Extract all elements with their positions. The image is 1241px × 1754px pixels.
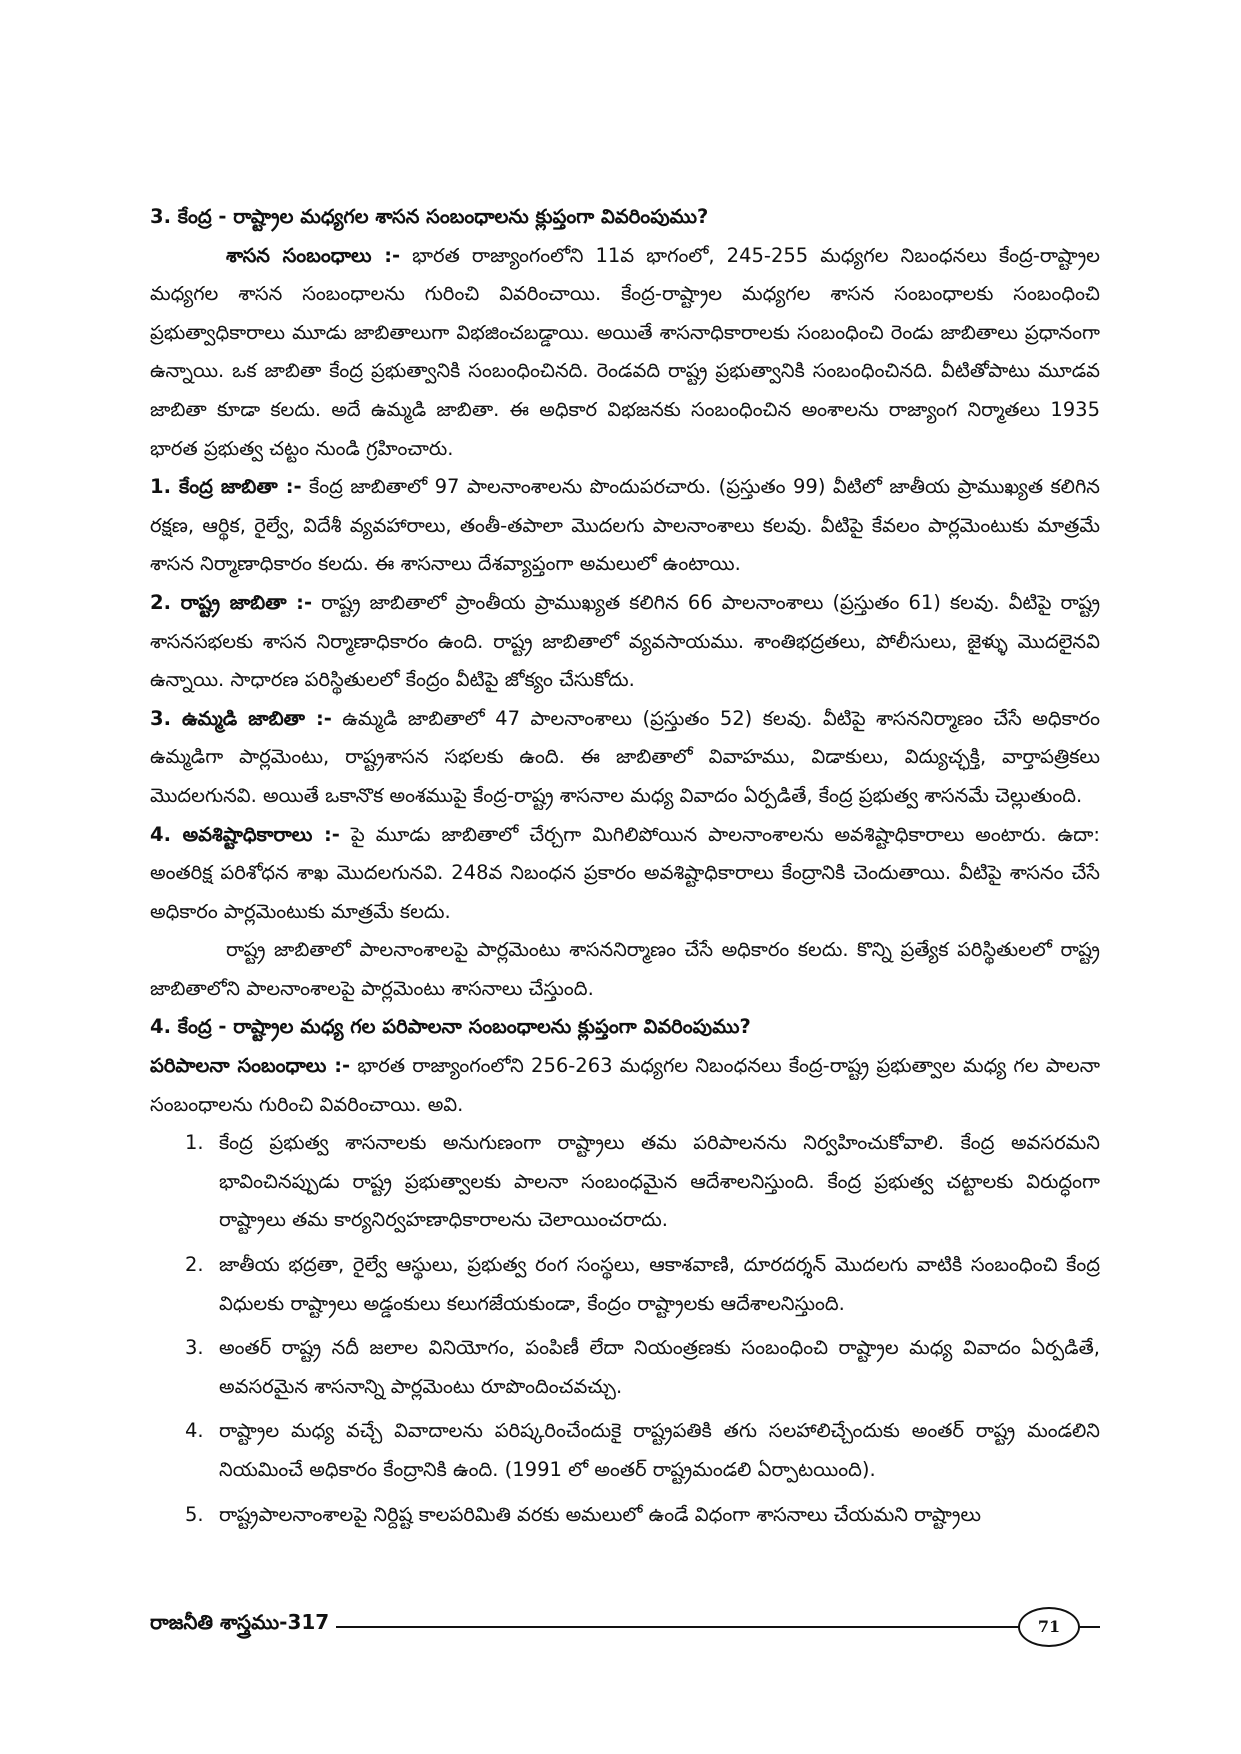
residuary-powers-label: 4. అవశిష్టాధికారాలు :- bbox=[150, 822, 340, 846]
state-list-paragraph bbox=[150, 584, 1100, 700]
concurrent-list-label: 3. ఉమ్మడి జాబితా :- bbox=[150, 706, 332, 730]
list-item-text: అంతర్ రాష్ట్ర నదీ జలాల వినియోగం, పంపిణీ లేదా నియంత్రణకు సంబంధించి రాష్ట్రాల మధ్య వివాదం ఏర్పడితే, అవసరమైన శాసనాన్ని పార్లమెంటు రూపొందించవచ్చు. bbox=[219, 1336, 1100, 1398]
concurrent-list-text: ఉమ్మడి జాబితాలో 47 పాలనాంశాలు (ప్రస్తుతం 52) కలవు. వీటిపై శాసననిర్మాణం చేసే అధికారం ఉమ్మడిగా పార్లమెంటు, రాష్ట్రశాసన సభలకు ఉంది. ఈ జాబితాలో వివాహము, విడాకులు, విద్యుచ్ఛక్తి, వార్తాపత్రికలు మొదలగునవి. అయితే ఒకానొక అంశముపై కేంద్ర-రాష్ట్ర శాసనాల మధ్య వివాదం ఏర్పడితే, కేంద్ర ప్రభుత్వ శాసనమే చెల్లుతుంది. bbox=[150, 706, 1100, 807]
list-item bbox=[150, 1246, 1100, 1323]
list-item-number: 3. bbox=[185, 1336, 204, 1360]
residuary-powers-paragraph bbox=[150, 816, 1100, 932]
list-item-text: రాష్ట్రాల మధ్య వచ్చే వివాదాలను పరిష్కరించేందుకై రాష్ట్రపతికి తగు సలహాలిచ్చేందుకు అంతర్ రాష్ట్ర మండలిని నియమించే అధికారం కేంద్రానికి ఉంది. (1991 లో అంతర్ రాష్ట్రమండలి ఏర్పాటయింది). bbox=[219, 1419, 1100, 1481]
state-list-text: రాష్ట్ర జాబితాలో ప్రాంతీయ ప్రాముఖ్యత కలిగిన 66 పాలనాంశాలు (ప్రస్తుతం 61) కలవు. వీటిపై రాష్ట్ర శాసనసభలకు శాసన నిర్మాణాధికారం ఉంది. రాష్ట్ర జాబితాలో వ్యవసాయము. శాంతిభద్రతలు, పోలీసులు, జైళ్ళు మొదలైనవి ఉన్నాయి. సాధారణ పరిస్థితులలో కేంద్రం వీటిపై జోక్యం చేసుకోదు. bbox=[150, 590, 1101, 692]
list-item bbox=[150, 1412, 1100, 1489]
admin-relations-text: భారత రాజ్యాంగంలోని 256-263 మధ్యగల నిబంధనలు కేంద్ర-రాష్ట్ర ప్రభుత్వాల మధ్య గల పాలనా సంబంధాలను గురించి వివరించాయి. అవి. bbox=[150, 1054, 1101, 1116]
admin-relations-label: పరిపాలనా సంబంధాలు :- bbox=[150, 1054, 351, 1078]
union-list-label: 1. కేంద్ర జాబితా :- bbox=[150, 475, 302, 499]
union-list-paragraph bbox=[150, 468, 1100, 584]
question-4-intro bbox=[150, 1047, 1100, 1124]
admin-relations-list bbox=[150, 1124, 1100, 1534]
list-item-number: 4. bbox=[185, 1419, 204, 1443]
residuary-powers-text: పై మూడు జాబితాలో చేర్చగా మిగిలిపోయిన పాలనాంశాలను అవశిష్టాధికారాలు అంటారు. ఉదా: అంతరిక్ష పరిశోధన శాఖ మొదలగునవి. 248వ నిబంధన ప్రకారం అవశిష్టాధికారాలు కేంద్రానికి చెందుతాయి. వీటిపై శాసనం చేసే అధికారం పార్లమెంటుకు మాత్రమే కలదు. bbox=[150, 822, 1100, 923]
intro-label: శాసన సంబంధాలు :- bbox=[226, 243, 401, 267]
page-footer bbox=[150, 1604, 1100, 1648]
list-item-text: జాతీయ భద్రతా, రైల్వే ఆస్థులు, ప్రభుత్వ రంగ సంస్థలు, ఆకాశవాణి, దూరదర్శన్ మొదలగు వాటికి సంబంధించి కేంద్ర విధులకు రాష్ట్రాలు అడ్డంకులు కలుగజేయకుండా, కేంద్రం రాష్ట్రాలకు ఆదేశాలనిస్తుంది. bbox=[219, 1253, 1100, 1315]
question-3-intro bbox=[150, 237, 1100, 469]
list-item-number: 1. bbox=[185, 1131, 204, 1155]
page-body bbox=[150, 198, 1100, 1540]
closing-paragraph: రాష్ట్ర జాబితాలో పాలనాంశాలపై పార్లమెంటు శాసననిర్మాణం చేసే అధికారం కలదు. కొన్ని ప్రత్యేక పరిస్థితులలో రాష్ట్ర జాబితాలోని పాలనాంశాలపై పార్లమెంటు శాసనాలు చేస్తుంది. bbox=[150, 938, 1100, 1000]
list-item bbox=[150, 1329, 1100, 1406]
concurrent-list-paragraph bbox=[150, 700, 1100, 816]
list-item bbox=[150, 1124, 1100, 1240]
footer-rule bbox=[336, 1626, 1100, 1628]
list-item-number: 5. bbox=[185, 1502, 204, 1526]
list-item-text: రాష్ట్రపాలనాంశాలపై నిర్దిష్ట కాలపరిమితి వరకు అమలులో ఉండే విధంగా శాసనాలు చేయమని రాష్ట్రాలు bbox=[219, 1502, 982, 1526]
list-item bbox=[150, 1496, 1100, 1535]
question-3-heading: 3. కేంద్ర - రాష్ట్రాల మధ్యగల శాసన సంబంధాలను క్లుప్తంగా వివరింపుము? bbox=[150, 205, 709, 228]
list-item-text: కేంద్ర ప్రభుత్వ శాసనాలకు అనుగుణంగా రాష్ట్రాలు తమ పరిపాలనను నిర్వహించుకోవాలి. కేంద్ర అవసరమని భావించినప్పుడు రాష్ట్ర ప్రభుత్వాలకు పాలనా సంబంధమైన ఆదేశాలనిస్తుంది. కేంద్ర ప్రభుత్వ చట్టాలకు విరుద్ధంగా రాష్ట్రాలు తమ కార్యనిర్వహణాధికారాలను చెలాయించరాదు. bbox=[219, 1131, 1100, 1232]
question-4-heading: 4. కేంద్ర - రాష్ట్రాల మధ్య గల పరిపాలనా సంబంధాలను క్లుప్తంగా వివరింపుము? bbox=[150, 1015, 751, 1039]
list-item-number: 2. bbox=[185, 1253, 204, 1277]
page-number: 71 bbox=[1018, 1607, 1080, 1647]
footer-title: రాజనీతి శాస్త్రము-317 bbox=[150, 1610, 330, 1634]
union-list-text: కేంద్ర జాబితాలో 97 పాలనాంశాలను పొందుపరచారు. (ప్రస్తుతం 99) వీటిలో జాతీయ ప్రాముఖ్యత కలిగిన రక్షణ, ఆర్థిక, రైల్వే, విదేశీ వ్యవహారాలు, తంతీ-తపాలా మొదలగు పాలనాంశాలు కలవు. వీటిపై కేవలం పార్లమెంటుకు మాత్రమే శాసన నిర్మాణాధికారం కలదు. ఈ శాసనాలు దేశవ్యాప్తంగా అమలులో ఉంటాయి. bbox=[150, 475, 1100, 576]
state-list-label: 2. రాష్ట్ర జాబితా :- bbox=[150, 590, 313, 614]
intro-text: భారత రాజ్యాంగంలోని 11వ భాగంలో, 245-255 మధ్యగల నిబంధనలు కేంద్ర-రాష్ట్రాల మధ్యగల శాసన సంబంధాలను గురించి వివరించాయి. కేంద్ర-రాష్ట్రాల మధ్యగల శాసన సంబంధాలకు సంబంధించి ప్రభుత్వాధికారాలు మూడు జాబితాలుగా విభజించబడ్డాయి. అయితే శాసనాధికారాలకు సంబంధించి రెండు జాబితాలు ప్రధానంగా ఉన్నాయి. ఒక జాబితా కేంద్ర ప్రభుత్వానికి సంబంధించినది. రెండవది రాష్ట్ర ప్రభుత్వానికి సంబంధించినది. వీటితోపాటు మూడవ జాబితా కూడా కలదు. అదే ఉమ్మడి జాబితా. ఈ అధికార విభజనకు సంబంధించిన అంశాలను రాజ్యాంగ నిర్మాతలు 1935 భారత ప్రభుత్వ చట్టం నుండి గ్రహించారు. bbox=[150, 243, 1100, 460]
